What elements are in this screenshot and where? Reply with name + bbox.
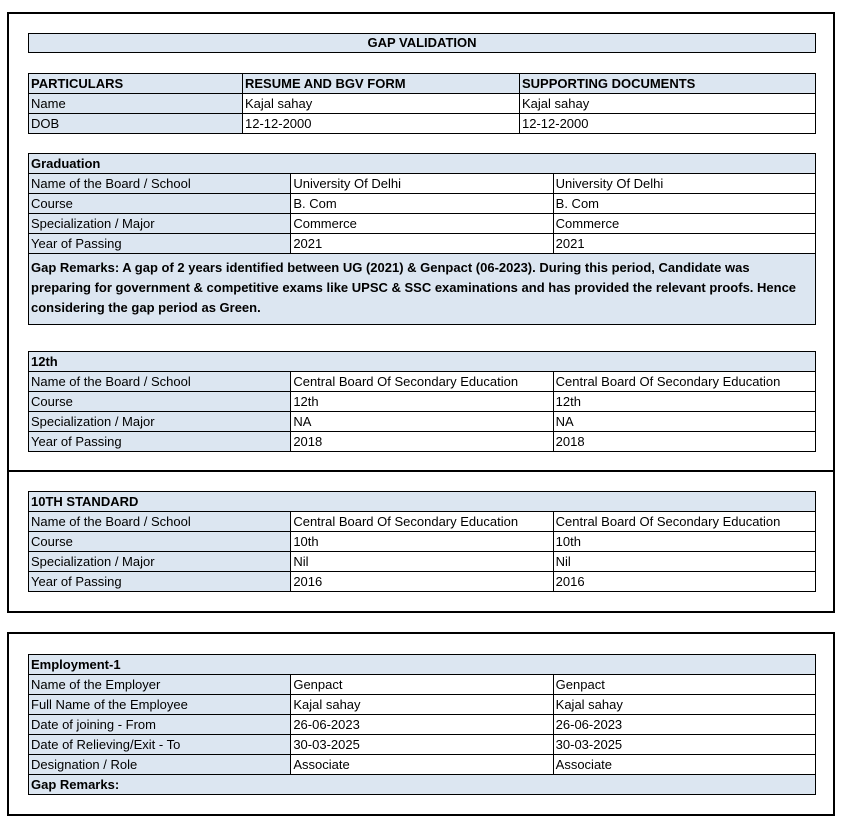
row-value: Central Board Of Secondary Education bbox=[553, 512, 815, 532]
column-header: RESUME AND BGV FORM bbox=[243, 74, 520, 94]
table-row bbox=[29, 392, 816, 412]
section-heading-row bbox=[29, 154, 816, 174]
gap-remarks: Gap Remarks: A gap of 2 years identified between UG (2021) & Genpact (06-2023). During this period, Candidate was preparing for government & competitive exams like UPSC & SSC examinations and has provided the relevant proofs. Hence considering the gap period as Green. bbox=[29, 254, 816, 325]
row-label: Specialization / Major bbox=[29, 552, 291, 572]
row-value: Central Board Of Secondary Education bbox=[291, 512, 553, 532]
row-label: Course bbox=[29, 194, 291, 214]
row-label: Name of the Employer bbox=[29, 675, 291, 695]
remark-row bbox=[29, 254, 816, 325]
row-value: Associate bbox=[291, 755, 553, 775]
row-label: Year of Passing bbox=[29, 234, 291, 254]
table-row bbox=[29, 214, 816, 234]
row-value: 26-06-2023 bbox=[291, 715, 553, 735]
row-value: 26-06-2023 bbox=[553, 715, 815, 735]
row-value: Nil bbox=[291, 552, 553, 572]
row-value: Genpact bbox=[553, 675, 815, 695]
row-value: NA bbox=[553, 412, 815, 432]
remark-row bbox=[29, 775, 816, 795]
row-value: Kajal sahay bbox=[243, 94, 520, 114]
row-label: Course bbox=[29, 532, 291, 552]
row-label: Date of joining - From bbox=[29, 715, 291, 735]
row-value: Kajal sahay bbox=[520, 94, 816, 114]
table-row bbox=[29, 234, 816, 254]
row-value: 10th bbox=[291, 532, 553, 552]
section-heading-row bbox=[29, 655, 816, 675]
row-value: Associate bbox=[553, 755, 815, 775]
table-row bbox=[29, 412, 816, 432]
table-row bbox=[29, 372, 816, 392]
row-value: 30-03-2025 bbox=[553, 735, 815, 755]
row-value: University Of Delhi bbox=[553, 174, 815, 194]
row-value: 30-03-2025 bbox=[291, 735, 553, 755]
table-row bbox=[29, 174, 816, 194]
row-label: Year of Passing bbox=[29, 572, 291, 592]
table-row bbox=[29, 532, 816, 552]
section-heading-row bbox=[29, 352, 816, 372]
column-header: SUPPORTING DOCUMENTS bbox=[520, 74, 816, 94]
row-value: Commerce bbox=[553, 214, 815, 234]
section-heading: Employment-1 bbox=[29, 655, 816, 675]
12th-table bbox=[28, 351, 816, 452]
table-row bbox=[29, 552, 816, 572]
section-heading: 10TH STANDARD bbox=[29, 492, 816, 512]
row-value: 10th bbox=[553, 532, 815, 552]
row-label: Designation / Role bbox=[29, 755, 291, 775]
row-value: 2018 bbox=[553, 432, 815, 452]
employment-1-table bbox=[28, 654, 816, 795]
row-value: Central Board Of Secondary Education bbox=[553, 372, 815, 392]
row-value: B. Com bbox=[291, 194, 553, 214]
table-row bbox=[29, 194, 816, 214]
table-row bbox=[29, 114, 816, 134]
row-label: DOB bbox=[29, 114, 243, 134]
row-value: 2021 bbox=[553, 234, 815, 254]
column-header: PARTICULARS bbox=[29, 74, 243, 94]
10th-table bbox=[28, 491, 816, 592]
header-row bbox=[29, 74, 816, 94]
gap-remarks: Gap Remarks: bbox=[29, 775, 816, 795]
row-value: 2016 bbox=[553, 572, 815, 592]
section-heading: 12th bbox=[29, 352, 816, 372]
table-row bbox=[29, 735, 816, 755]
row-value: Kajal sahay bbox=[291, 695, 553, 715]
row-label: Specialization / Major bbox=[29, 214, 291, 234]
row-value: Nil bbox=[553, 552, 815, 572]
row-value: Kajal sahay bbox=[553, 695, 815, 715]
page-title: GAP VALIDATION bbox=[28, 33, 816, 53]
row-value: B. Com bbox=[553, 194, 815, 214]
table-row bbox=[29, 695, 816, 715]
section-heading-row bbox=[29, 492, 816, 512]
table-row bbox=[29, 432, 816, 452]
row-value: 12-12-2000 bbox=[243, 114, 520, 134]
row-label: Name of the Board / School bbox=[29, 512, 291, 532]
row-value: 2018 bbox=[291, 432, 553, 452]
graduation-table bbox=[28, 153, 816, 325]
row-label: Year of Passing bbox=[29, 432, 291, 452]
row-value: 2016 bbox=[291, 572, 553, 592]
row-value: 2021 bbox=[291, 234, 553, 254]
row-label: Date of Relieving/Exit - To bbox=[29, 735, 291, 755]
table-row bbox=[29, 94, 816, 114]
row-value: Commerce bbox=[291, 214, 553, 234]
row-value: Genpact bbox=[291, 675, 553, 695]
row-value: 12th bbox=[291, 392, 553, 412]
table-row bbox=[29, 512, 816, 532]
section-heading: Graduation bbox=[29, 154, 816, 174]
particulars-table bbox=[28, 73, 816, 134]
row-value: 12-12-2000 bbox=[520, 114, 816, 134]
table-row bbox=[29, 755, 816, 775]
table-row bbox=[29, 675, 816, 695]
row-value: NA bbox=[291, 412, 553, 432]
row-value: 12th bbox=[553, 392, 815, 412]
row-value: University Of Delhi bbox=[291, 174, 553, 194]
row-label: Name bbox=[29, 94, 243, 114]
table-row bbox=[29, 572, 816, 592]
row-label: Name of the Board / School bbox=[29, 372, 291, 392]
row-label: Specialization / Major bbox=[29, 412, 291, 432]
row-label: Full Name of the Employee bbox=[29, 695, 291, 715]
row-label: Name of the Board / School bbox=[29, 174, 291, 194]
row-value: Central Board Of Secondary Education bbox=[291, 372, 553, 392]
row-label: Course bbox=[29, 392, 291, 412]
table-row bbox=[29, 715, 816, 735]
